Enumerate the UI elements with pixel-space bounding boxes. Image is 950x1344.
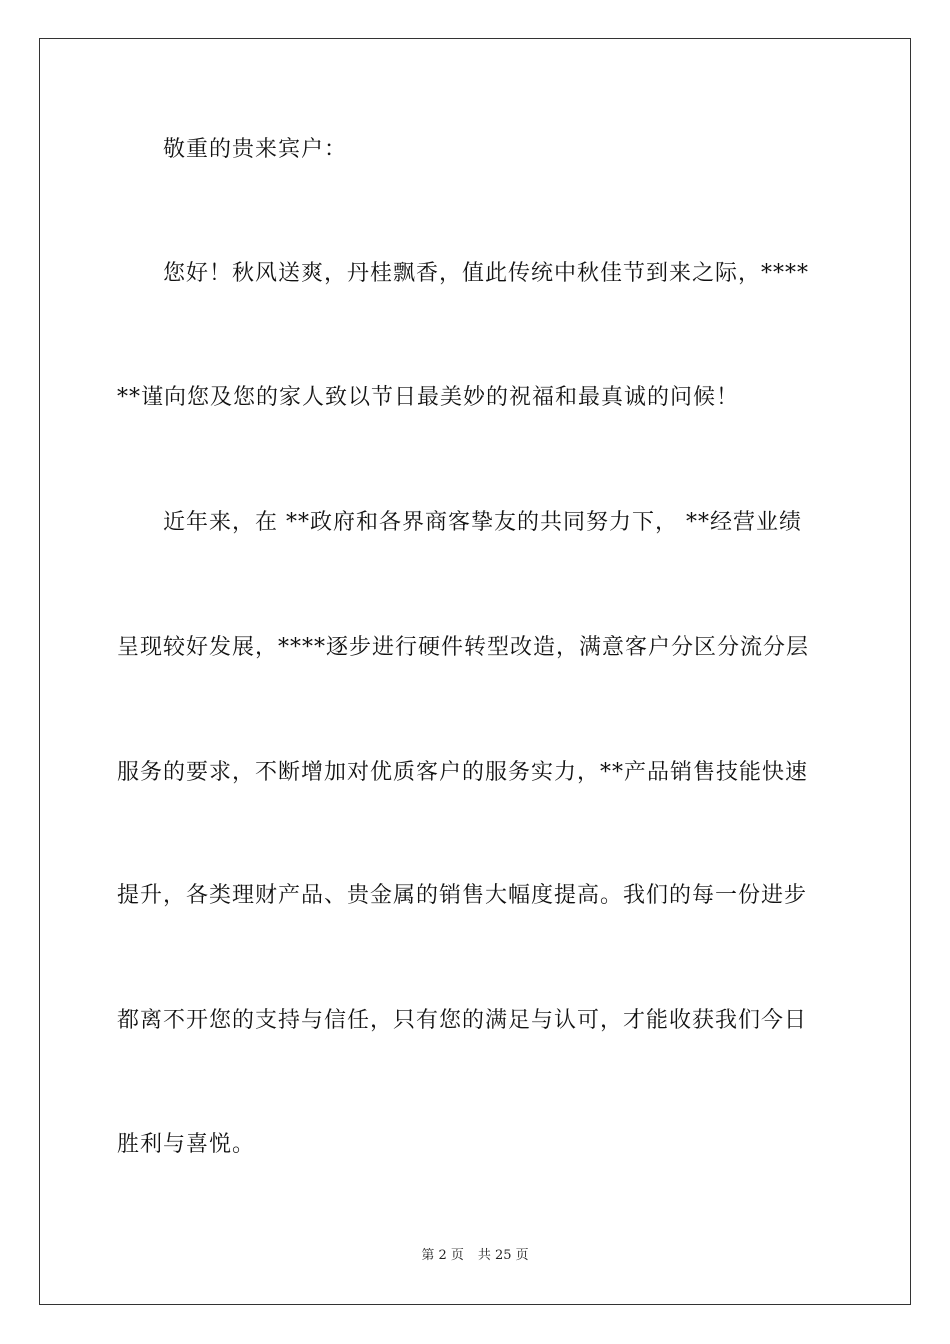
paragraph-1-line-2: **谨向您及您的家人致以节日最美妙的祝福和最真诚的问候！: [117, 385, 740, 410]
page-number: 第 2 页: [421, 1248, 464, 1263]
paragraph-2-line-3: 服务的要求，不断增加对优质客户的服务实力，**产品销售技能快速: [117, 760, 809, 785]
paragraph-2-line-6: 胜利与喜悦。: [117, 1132, 256, 1157]
paragraph-2-line-5: 都离不开您的支持与信任，只有您的满足与认可，才能收获我们今日: [117, 1008, 808, 1033]
page-total: 共 25 页: [477, 1248, 529, 1263]
paragraph-2-line-1: 近年来，在 **政府和各界商客挚友的共同努力下， **经营业绩: [163, 510, 802, 535]
salutation: 敬重的贵来宾户：: [163, 137, 348, 162]
paragraph-2-line-4: 提升，各类理财产品、贵金属的销售大幅度提高。我们的每一份进步: [117, 883, 808, 908]
paragraph-1-line-1: 您好！秋风送爽，丹桂飘香，值此传统中秋佳节到来之际，****: [163, 261, 810, 286]
page-footer: [0, 1247, 950, 1265]
paragraph-2-line-2: 呈现较好发展，****逐步进行硬件转型改造，满意客户分区分流分层: [117, 635, 810, 660]
page-frame: [39, 38, 911, 1305]
